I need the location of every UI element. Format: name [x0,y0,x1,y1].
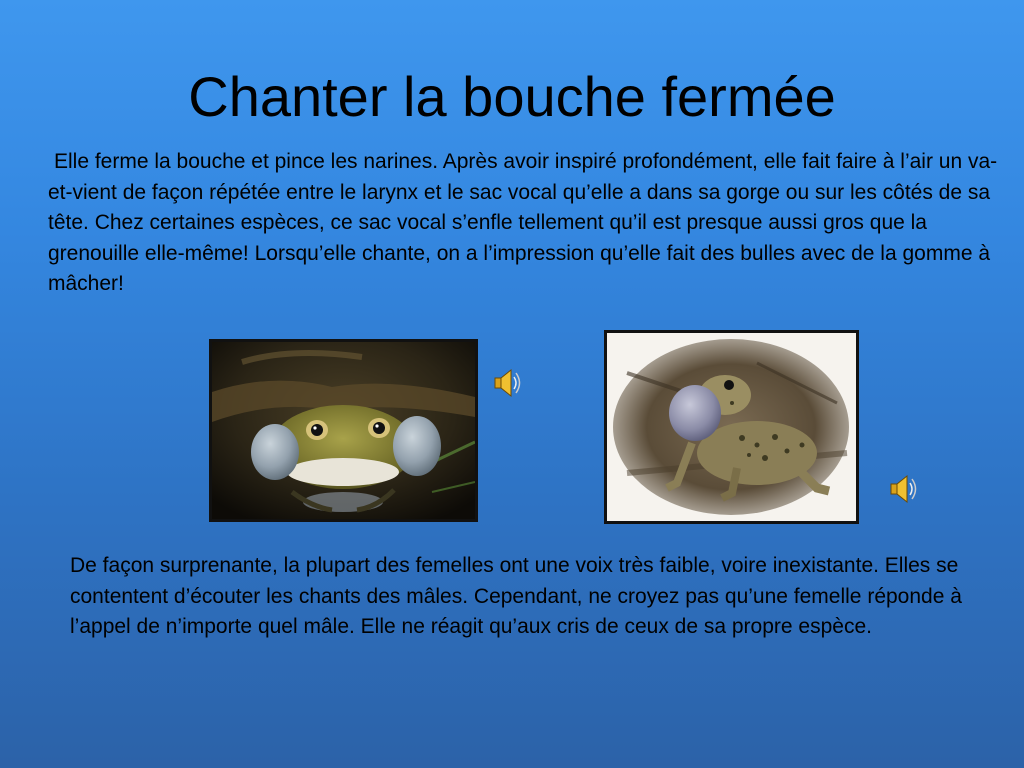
speaker-icon[interactable] [889,472,919,506]
intro-paragraph: Elle ferme la bouche et pince les narines. Après avoir inspiré profondément, elle fait faire à l’air un va-et-vient de façon répétée entre le larynx et le sac vocal qu’elle a dans sa gorge ou sur les côtés de sa tête. Chez certaines espèces, ce sac vocal s’enfle tellement qu’il est presque aussi gros que la grenouille elle-même! Lorsqu’elle chante, on a l’impression qu’elle fait des bulles avec de la gomme à mâcher! [48,150,998,295]
toad-photo [604,330,859,524]
speaker-icon[interactable] [493,366,523,400]
toad-illustration [607,333,856,521]
slide-title: Chanter la bouche fermée [188,65,836,128]
females-paragraph: De façon surprenante, la plupart des femelles ont une voix très faible, voire inexistante. Elles se contentent d’écouter les chants des mâles. Cependant, ne croyez pas qu’une femelle réponde à l’appel de n’importe quel mâle. Elle ne réagit qu’aux cris de ceux de sa propre espèce. [70,554,962,638]
frog-photo [209,339,478,522]
frog-illustration [212,342,475,519]
